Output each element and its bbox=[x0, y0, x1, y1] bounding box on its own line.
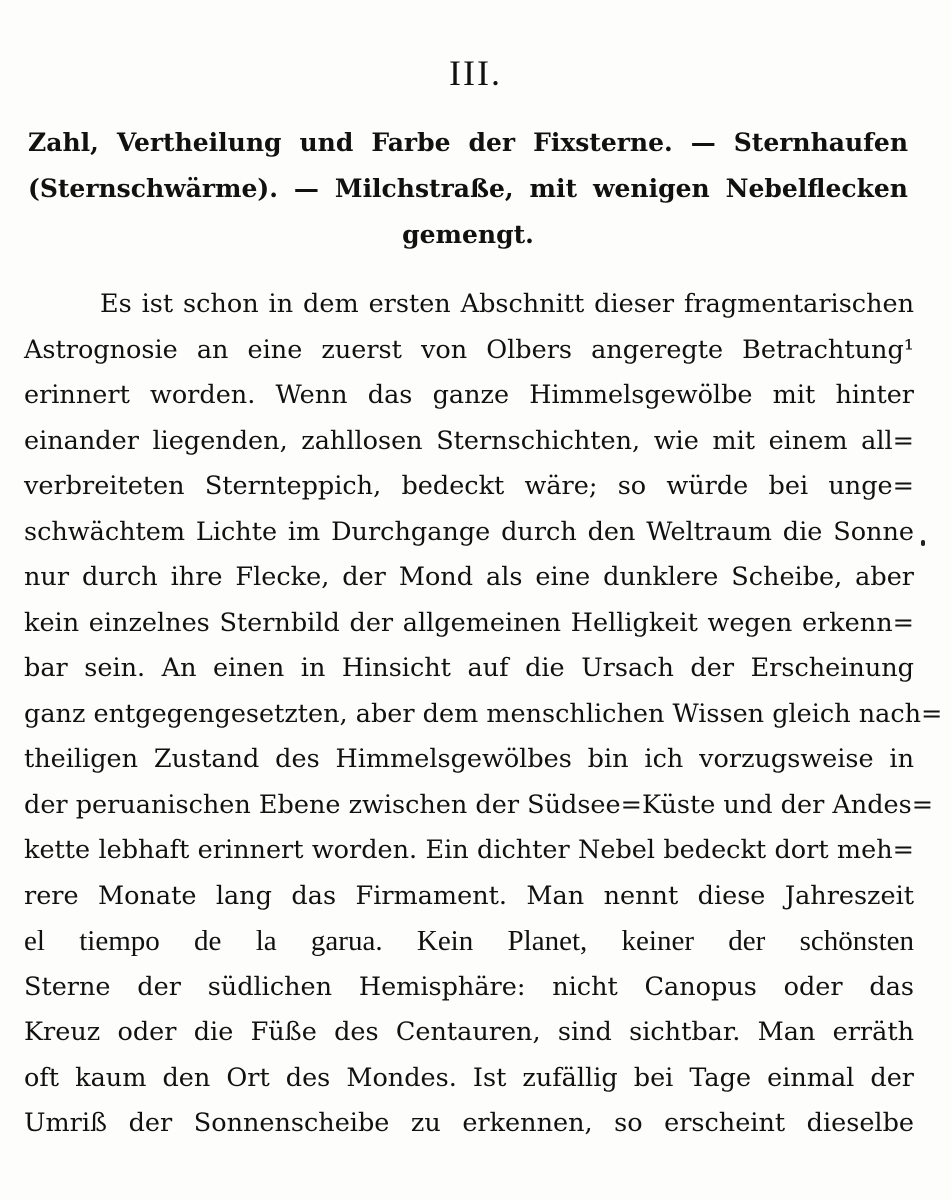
heading-line: (Sternschwärme). — Milchstraße, mit wenigen Nebelflecken bbox=[28, 174, 908, 203]
text-line: nur durch ihre Flecke, der Mond als eine dunklere Scheibe, aber bbox=[24, 562, 914, 592]
text-line: Sterne der südlichen Hemisphäre: nicht Canopus oder das bbox=[24, 971, 914, 1002]
ink-speck bbox=[921, 540, 925, 546]
text-line: Kreuz oder die Füße des Centauren, sind sichtbar. Man erräth bbox=[24, 1017, 914, 1047]
text-line: rere Monate lang das Firmament. Man nennt diese Jahreszeit bbox=[24, 880, 914, 911]
text-line: theiligen Zustand des Himmelsgewölbes bin ich vorzugsweise in bbox=[24, 744, 914, 774]
text-line: Astrognosie an eine zuerst von Olbers angeregte Betrachtung¹ bbox=[24, 334, 914, 365]
text-line: kette lebhaft erinnert worden. Ein dichter Nebel bedeckt dort meh= bbox=[24, 835, 914, 865]
text-line: el tiempo de la garua. Kein Planet, keiner der schönsten bbox=[24, 925, 914, 957]
text-line: ganz entgegengesetzten, aber dem menschlichen Wissen gleich nach= bbox=[24, 698, 943, 729]
text-line: bar sein. An einen in Hinsicht auf die Ursach der Erscheinung bbox=[24, 653, 914, 683]
text-line: schwächtem Lichte im Durchgange durch den Weltraum die Sonne bbox=[24, 516, 914, 547]
text-line: erinnert worden. Wenn das ganze Himmelsgewölbe mit hinter bbox=[24, 380, 914, 410]
heading-line: Zahl, Vertheilung und Farbe der Fixsterne. — Sternhaufen bbox=[28, 128, 908, 157]
heading-line: gemengt. bbox=[402, 220, 534, 249]
text-line: kein einzelnes Sternbild der allgemeinen Helligkeit wegen erkenn= bbox=[24, 607, 914, 638]
chapter-heading bbox=[28, 120, 908, 258]
text-line: oft kaum den Ort des Mondes. Ist zufällig bei Tage einmal der bbox=[24, 1062, 914, 1093]
text-line: Umriß der Sonnenscheibe zu erkennen, so erscheint dieselbe bbox=[24, 1108, 914, 1138]
text-line: Es ist schon in dem ersten Abschnitt dieser fragmentarischen bbox=[100, 289, 914, 319]
chapter-number: III. bbox=[449, 53, 502, 93]
text-line: der peruanischen Ebene zwischen der Südsee=Küste und der Andes= bbox=[24, 789, 934, 820]
text-line: verbreiteten Sternteppich, bedeckt wäre; so würde bei unge= bbox=[24, 471, 914, 501]
body-paragraph bbox=[24, 282, 943, 1147]
text-line: einander liegenden, zahllosen Sternschichten, wie mit einem all= bbox=[24, 425, 914, 456]
